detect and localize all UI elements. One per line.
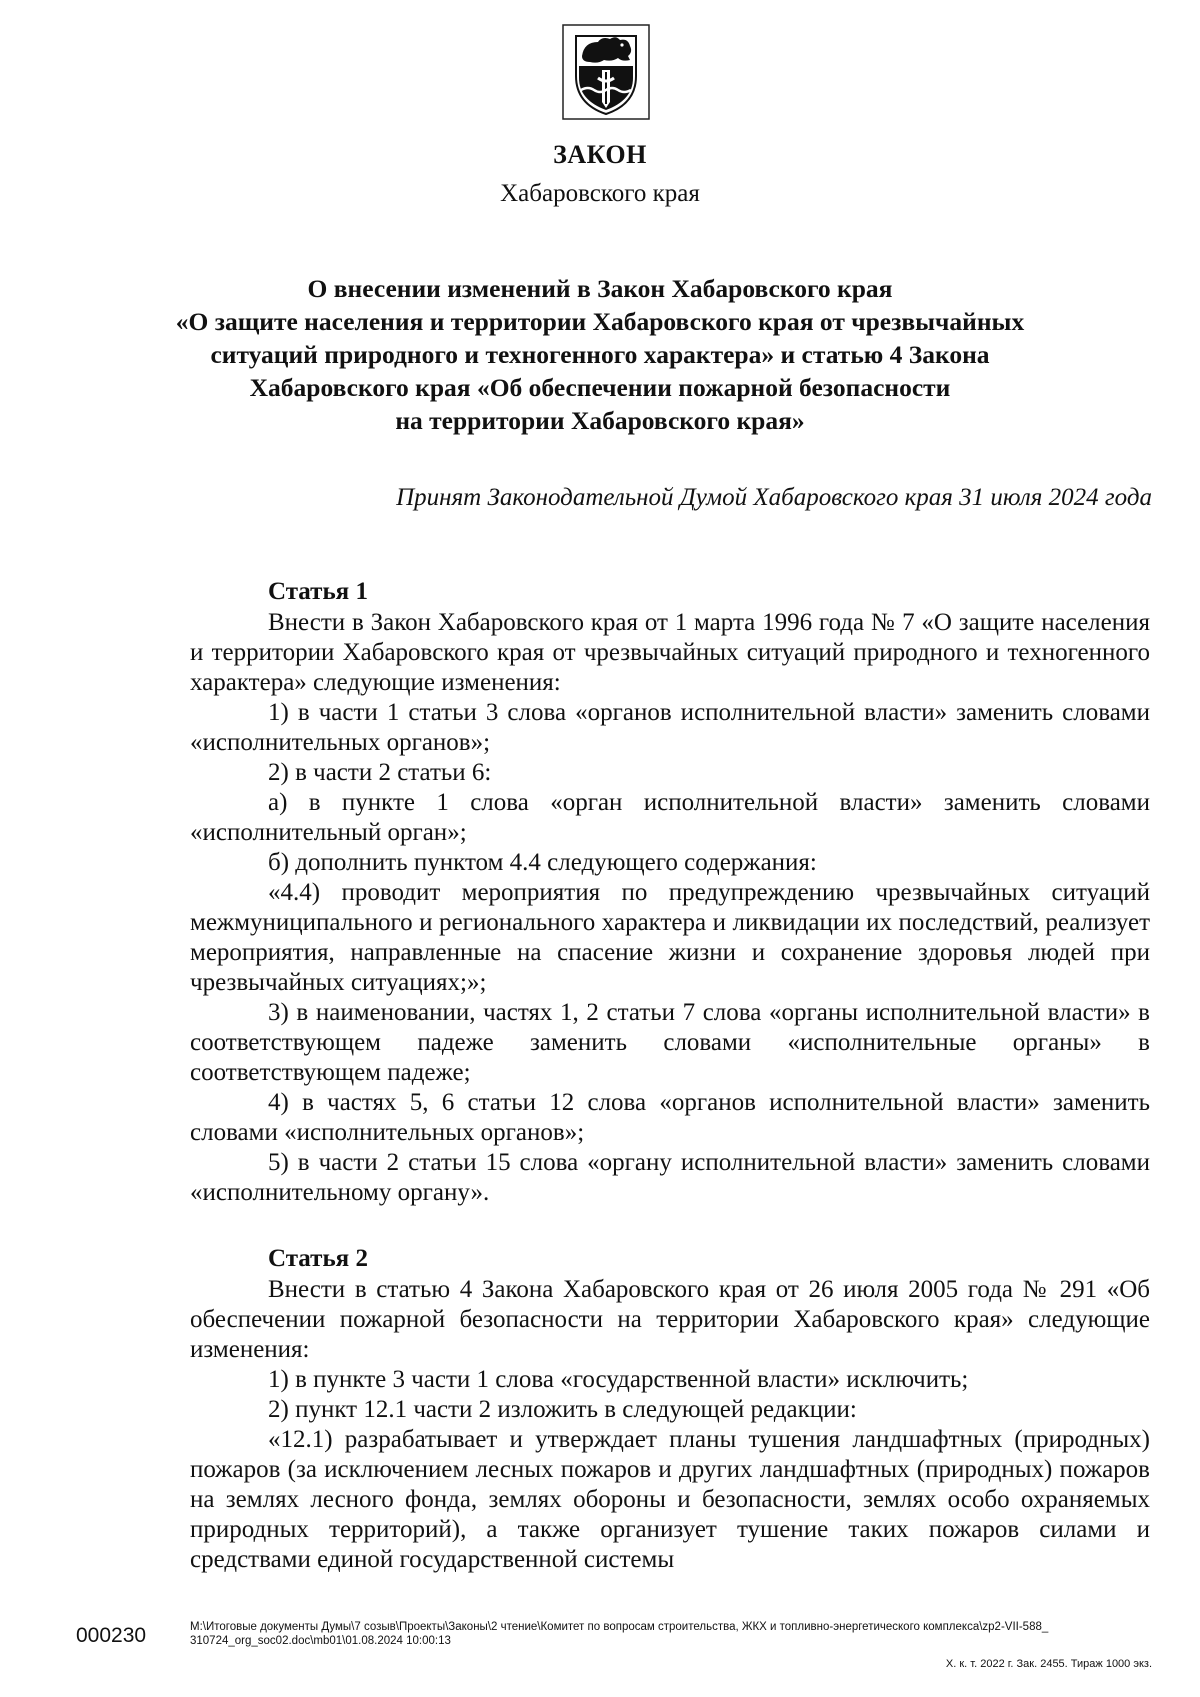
article-title: Статья 1 (268, 578, 368, 605)
article-paragraph: а) в пункте 1 слова «орган исполнительной власти» заменить словами «исполнительный орган»; (190, 789, 1150, 846)
article-paragraph: 1) в части 1 статьи 3 слова «органов исполнительной власти» заменить словами «исполнительных органов»; (190, 699, 1150, 756)
article-paragraph: 1) в пункте 3 части 1 слова «государственной власти» исключить; (268, 1366, 969, 1393)
article-paragraph: 4) в частях 5, 6 статьи 12 слова «органов исполнительной власти» заменить словами «исполнительных органов»; (190, 1089, 1150, 1146)
article-paragraph: «4.4) проводит мероприятия по предупреждению чрезвычайных ситуаций межмуниципального и регионального характера и ликвидации их последствий, реализует мероприятия, направленные на спасение жизни и сохранение здоровья людей при чрезвычайных ситуациях;»; (190, 879, 1150, 996)
article-paragraph: 5) в части 2 статьи 15 слова «органу исполнительной власти» заменить словами «исполнительному органу». (190, 1149, 1150, 1206)
article-paragraph: Внести в статью 4 Закона Хабаровского края от 26 июля 2005 года № 291 «Об обеспечении пожарной безопасности на территории Хабаровского края» следующие изменения: (190, 1276, 1150, 1363)
article-paragraph: Внести в Закон Хабаровского края от 1 марта 1996 года № 7 «О защите населения и территории Хабаровского края от чрезвычайных ситуаций природного и техногенного характера» следующие изменения: (190, 609, 1150, 696)
khabarovsk-krai-coat-of-arms-icon (558, 22, 654, 122)
article-paragraph: 2) пункт 12.1 части 2 изложить в следующей редакции: (268, 1396, 857, 1423)
law-title: ЗАКОН (553, 140, 647, 169)
document-heading-line: на территории Хабаровского края» (395, 406, 805, 435)
document-heading-line: Хабаровского края «Об обеспечении пожарной безопасности (249, 373, 951, 402)
article-title: Статья 2 (268, 1245, 368, 1272)
article-paragraph: 2) в части 2 статьи 6: (268, 759, 492, 786)
document-registration-code: 000230 (76, 1624, 147, 1647)
article-2 (190, 1243, 1150, 1575)
document-file-path: M:\Итоговые документы Думы\7 созыв\Проекты\Законы\2 чтение\Комитет по вопросам строительства, ЖКХ и топливно-энергетического комплекса\zp2-VII-588_ 310724_org_soc02.doc\mb01\01.08.2024 10:00:13 (190, 1621, 1049, 1647)
document-heading-line: О внесении изменений в Закон Хабаровского края (307, 274, 893, 303)
article-paragraph: б) дополнить пунктом 4.4 следующего содержания: (268, 849, 817, 876)
article-paragraph: «12.1) разрабатывает и утверждает планы тушения ландшафтных (природных) пожаров (за исключением лесных пожаров и других ландшафтных (природных) пожаров на землях лесного фонда, землях обороны и безопасности, землях особо охраняемых природных территорий), а также организует тушение таких пожаров силами и средствами единой государственной системы (190, 1426, 1150, 1573)
law-region: Хабаровского края (500, 180, 700, 207)
document-heading (150, 272, 1050, 437)
adoption-note: Принят Законодательной Думой Хабаровского края 31 июля 2024 года (396, 484, 1152, 511)
document-heading-line: «О защите населения и территории Хабаровского края от чрезвычайных (175, 307, 1025, 336)
article-paragraph: 3) в наименовании, частях 1, 2 статьи 7 слова «органы исполнительной власти» в соответствующем падеже заменить словами «исполнительные органы» в соответствующем падеже; (190, 999, 1150, 1086)
document-heading-line: ситуаций природного и техногенного характера» и статью 4 Закона (210, 340, 990, 369)
print-run-info: Х. к. т. 2022 г. Зак. 2455. Тираж 1000 экз. (945, 1658, 1152, 1670)
article-1 (190, 576, 1150, 1208)
